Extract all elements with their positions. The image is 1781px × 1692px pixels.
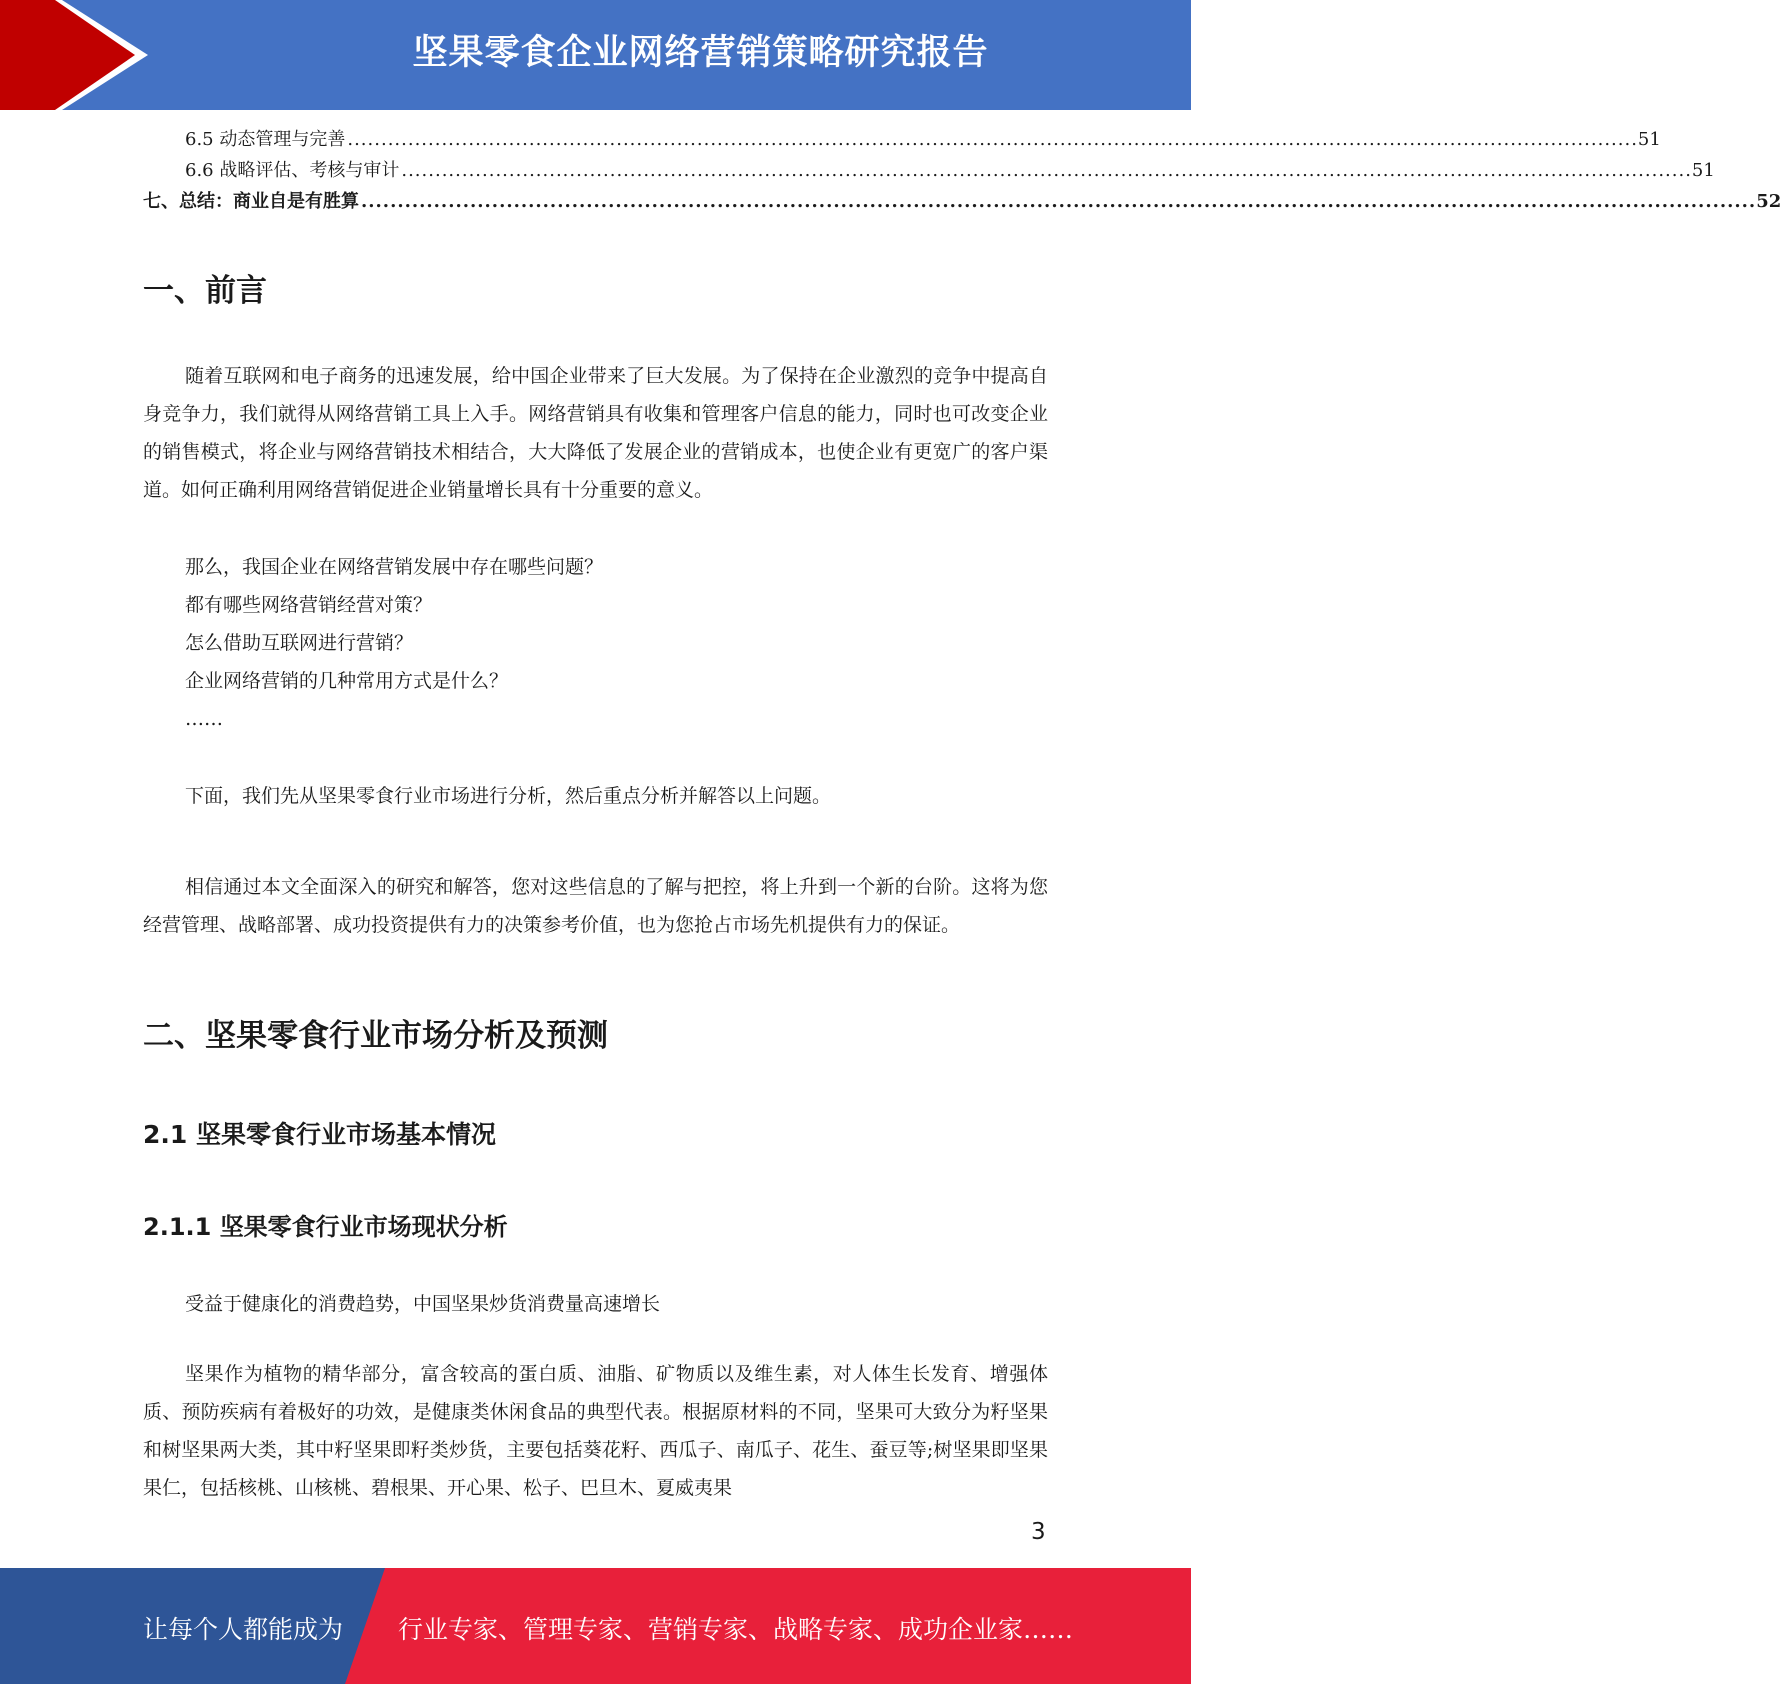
toc-page: 51: [1637, 129, 1661, 150]
footer-slogan-left: 让每个人都能成为: [143, 1615, 344, 1644]
intro-paragraph: 下面，我们先从坚果零食行业市场进行分析，然后重点分析并解答以上问题。: [185, 785, 832, 807]
footer-banner: [0, 1568, 1191, 1684]
subsection-heading: 2.1 坚果零食行业市场基本情况: [143, 1120, 496, 1149]
toc-label: 6.6 战略评估、考核与审计: [185, 156, 401, 182]
subsubsection-heading: 2.1.1 坚果零食行业市场现状分析: [143, 1213, 508, 1241]
toc-label: 6.5 动态管理与完善: [185, 125, 347, 151]
header-banner: [0, 0, 1191, 110]
toc-entry[interactable]: [143, 156, 1715, 187]
toc-leader: ................................................................................................................................................................................................: [361, 191, 1757, 212]
document-body: [143, 125, 1781, 1499]
question-item: 怎么借助互联网进行营销？: [185, 632, 414, 654]
toc-page: 52: [1756, 191, 1781, 212]
nuts-paragraph: 坚果作为植物的精华部分，富含较高的蛋白质、油脂、矿物质以及维生素，对人体生长发育、增强体质、预防疾病有着极好的功效，是健康类休闲食品的典型代表。根据原材料的不同，坚果可大致分为籽坚果和树坚果两大类，其中籽坚果即籽类炒货，主要包括葵花籽、西瓜子、南瓜子、花生、蚕豆等;树坚果即坚果果仁，包括核桃、山核桃、碧根果、开心果、松子、巴旦木、夏威夷果: [143, 1363, 1048, 1499]
preface-paragraph: 随着互联网和电子商务的迅速发展，给中国企业带来了巨大发展。为了保持在企业激烈的竞争中提高自身竞争力，我们就得从网络营销工具上入手。网络营销具有收集和管理客户信息的能力，同时也可改变企业的销售模式，将企业与网络营销技术相结合，大大降低了发展企业的营销成本，也使企业有更宽广的客户渠道。如何正确利用网络营销促进企业销量增长具有十分重要的意义。: [143, 365, 1048, 501]
question-item: ……: [185, 708, 223, 730]
page-number: 3: [1031, 1519, 1046, 1545]
question-list: [185, 548, 603, 738]
question-item: 那么，我国企业在网络营销发展中存在哪些问题？: [185, 556, 604, 578]
header-title: 坚果零食企业网络营销策略研究报告: [412, 33, 989, 73]
toc-label: 七、总结：商业自是有胜算: [143, 187, 361, 213]
table-of-contents: [143, 125, 1781, 218]
summary-sentence: 受益于健康化的消费趋势，中国坚果炒货消费量高速增长: [185, 1293, 661, 1315]
toc-page: 51: [1691, 160, 1715, 181]
footer-slogan-right: 行业专家、管理专家、营销专家、战略专家、成功企业家……: [398, 1615, 1074, 1644]
section-heading-market: 二、坚果零食行业市场分析及预测: [143, 1018, 608, 1054]
toc-entry[interactable]: [143, 187, 1781, 218]
toc-leader: ................................................................................................................................................................................................: [347, 129, 1638, 150]
closing-paragraph: 相信通过本文全面深入的研究和解答，您对这些信息的了解与把控，将上升到一个新的台阶。这将为您经营管理、战略部署、成功投资提供有力的决策参考价值，也为您抢占市场先机提供有力的保证。: [143, 876, 1048, 936]
toc-leader: ................................................................................................................................................................................................: [401, 160, 1692, 181]
question-item: 企业网络营销的几种常用方式是什么？: [185, 670, 509, 692]
section-heading-preface: 一、前言: [143, 273, 267, 309]
question-item: 都有哪些网络营销经营对策？: [185, 594, 433, 616]
toc-entry[interactable]: [143, 125, 1661, 156]
